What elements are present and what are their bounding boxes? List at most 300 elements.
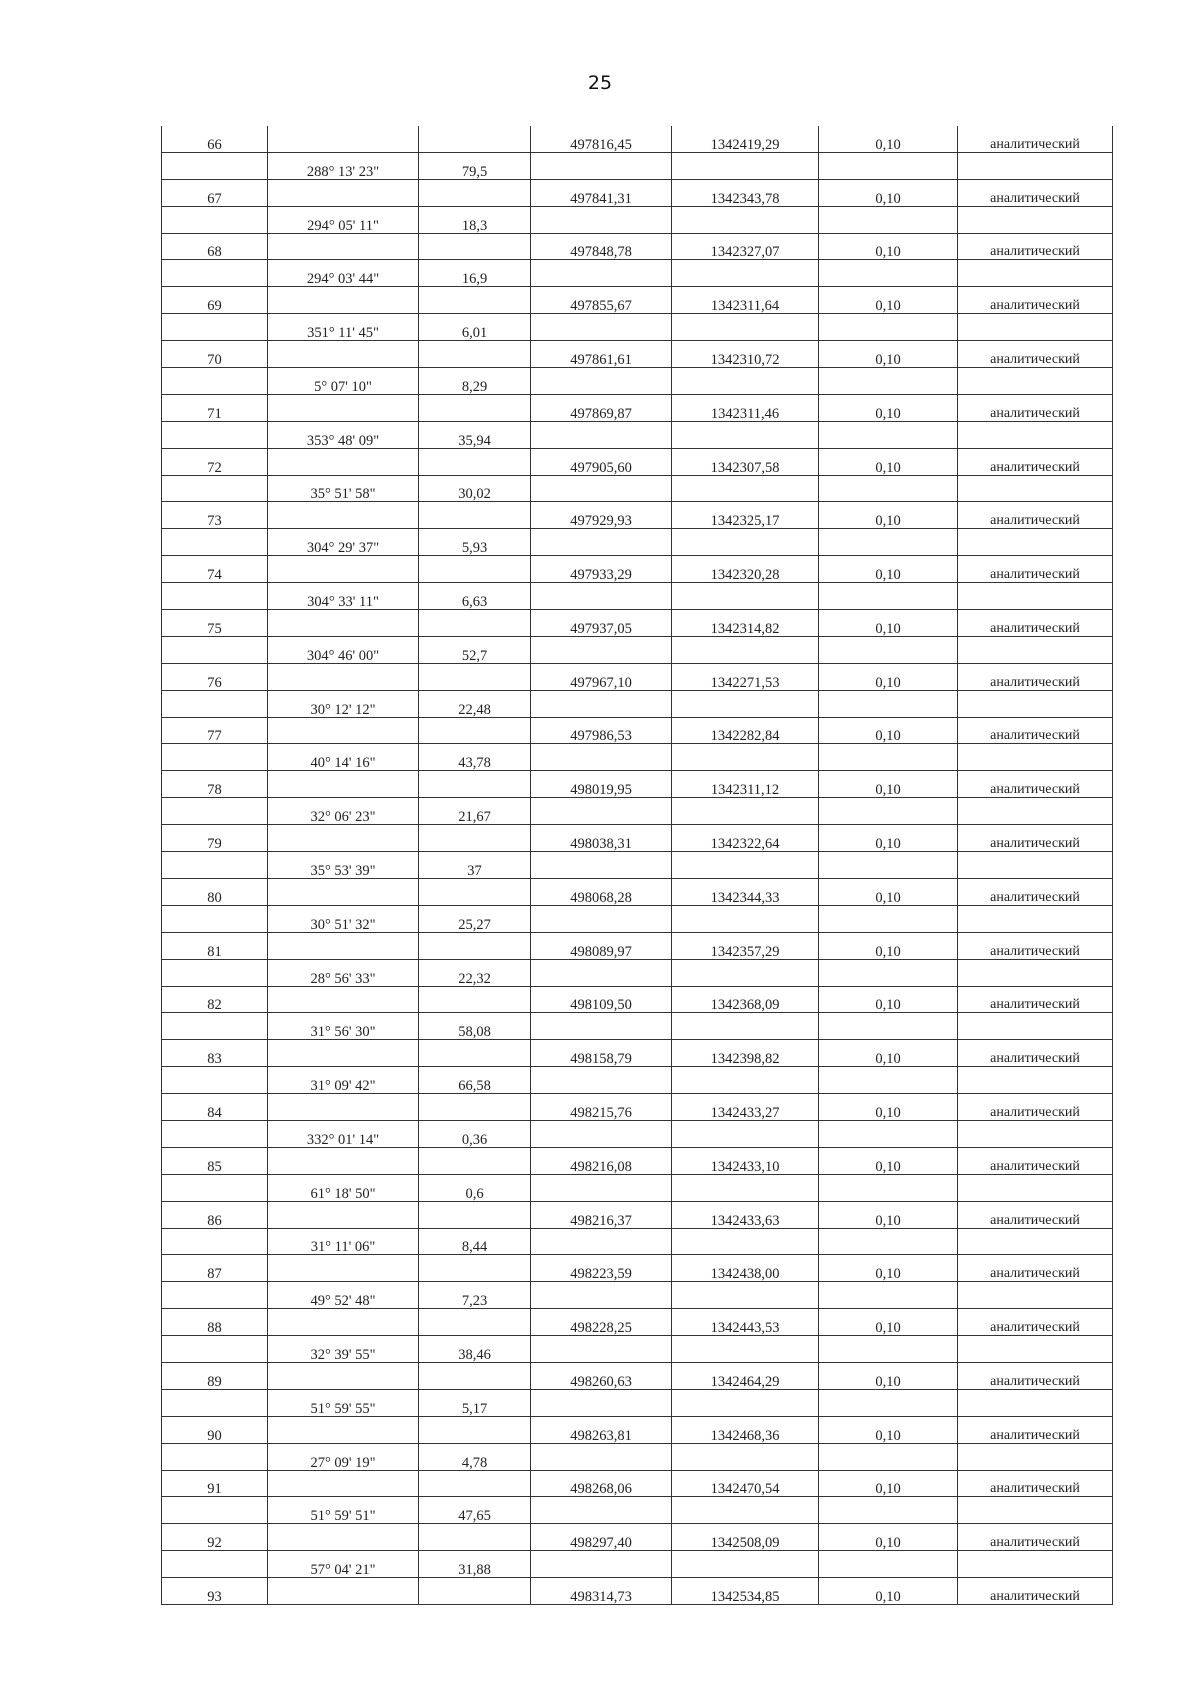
method: аналитический [958, 1040, 1113, 1067]
point-row [162, 1416, 1113, 1443]
distance-cell: 22,32 [419, 959, 531, 986]
method [958, 798, 1113, 825]
y-coordinate: 1342322,64 [672, 825, 819, 852]
angle-cell: 304° 46' 00" [268, 636, 419, 663]
angle-cell [268, 1470, 419, 1497]
x-coordinate [531, 1282, 672, 1309]
distance-cell: 31,88 [419, 1551, 531, 1578]
point-number [162, 1497, 268, 1524]
distance-cell [419, 502, 531, 529]
segment-row [162, 152, 1113, 179]
point-row [162, 717, 1113, 744]
point-number [162, 636, 268, 663]
method [958, 1282, 1113, 1309]
y-coordinate: 1342357,29 [672, 932, 819, 959]
point-row [162, 1524, 1113, 1551]
precision: 0,10 [819, 1470, 958, 1497]
point-number [162, 1067, 268, 1094]
precision [819, 1336, 958, 1363]
method [958, 529, 1113, 556]
distance-cell: 5,17 [419, 1389, 531, 1416]
point-row [162, 394, 1113, 421]
x-coordinate [531, 798, 672, 825]
point-row [162, 126, 1113, 152]
angle-cell: 61° 18' 50" [268, 1174, 419, 1201]
precision: 0,10 [819, 1147, 958, 1174]
coordinates-table [161, 126, 1113, 1605]
y-coordinate: 1342311,46 [672, 394, 819, 421]
point-number: 71 [162, 394, 268, 421]
x-coordinate [531, 636, 672, 663]
x-coordinate [531, 1174, 672, 1201]
point-number: 72 [162, 448, 268, 475]
angle-cell: 31° 11' 06" [268, 1228, 419, 1255]
x-coordinate: 498263,81 [531, 1416, 672, 1443]
method [958, 1551, 1113, 1578]
angle-cell [268, 394, 419, 421]
x-coordinate [531, 206, 672, 233]
distance-cell [419, 233, 531, 260]
method: аналитический [958, 1416, 1113, 1443]
distance-cell: 47,65 [419, 1497, 531, 1524]
point-number: 74 [162, 556, 268, 583]
angle-cell [268, 771, 419, 798]
distance-cell: 21,67 [419, 798, 531, 825]
angle-cell [268, 1362, 419, 1389]
distance-cell [419, 179, 531, 206]
distance-cell [419, 1255, 531, 1282]
distance-cell [419, 1470, 531, 1497]
angle-cell [268, 878, 419, 905]
distance-cell [419, 1201, 531, 1228]
precision [819, 583, 958, 610]
precision: 0,10 [819, 986, 958, 1013]
point-number: 79 [162, 825, 268, 852]
segment-row [162, 959, 1113, 986]
point-number [162, 1336, 268, 1363]
point-number [162, 1120, 268, 1147]
precision [819, 1551, 958, 1578]
y-coordinate [672, 421, 819, 448]
y-coordinate: 1342470,54 [672, 1470, 819, 1497]
method: аналитический [958, 1094, 1113, 1121]
angle-cell: 57° 04' 21" [268, 1551, 419, 1578]
x-coordinate: 498228,25 [531, 1309, 672, 1336]
precision [819, 852, 958, 879]
point-number [162, 690, 268, 717]
point-number [162, 421, 268, 448]
angle-cell [268, 1255, 419, 1282]
distance-cell [419, 717, 531, 744]
method [958, 744, 1113, 771]
precision: 0,10 [819, 233, 958, 260]
distance-cell [419, 1362, 531, 1389]
point-number: 82 [162, 986, 268, 1013]
point-number [162, 1228, 268, 1255]
y-coordinate: 1342307,58 [672, 448, 819, 475]
angle-cell: 27° 09' 19" [268, 1443, 419, 1470]
x-coordinate [531, 368, 672, 395]
point-number [162, 744, 268, 771]
x-coordinate: 498216,37 [531, 1201, 672, 1228]
x-coordinate [531, 1120, 672, 1147]
method [958, 905, 1113, 932]
point-number [162, 260, 268, 287]
x-coordinate [531, 1228, 672, 1255]
precision: 0,10 [819, 1416, 958, 1443]
point-number [162, 529, 268, 556]
precision [819, 905, 958, 932]
precision: 0,10 [819, 394, 958, 421]
angle-cell: 51° 59' 51" [268, 1497, 419, 1524]
y-coordinate [672, 959, 819, 986]
distance-cell: 52,7 [419, 636, 531, 663]
method: аналитический [958, 448, 1113, 475]
angle-cell: 294° 03' 44" [268, 260, 419, 287]
method [958, 260, 1113, 287]
point-number: 76 [162, 663, 268, 690]
y-coordinate: 1342343,78 [672, 179, 819, 206]
point-number [162, 1013, 268, 1040]
x-coordinate [531, 152, 672, 179]
y-coordinate: 1342325,17 [672, 502, 819, 529]
precision [819, 1067, 958, 1094]
y-coordinate [672, 1389, 819, 1416]
point-row [162, 825, 1113, 852]
segment-row [162, 1336, 1113, 1363]
method: аналитический [958, 233, 1113, 260]
angle-cell: 30° 12' 12" [268, 690, 419, 717]
segment-row [162, 1228, 1113, 1255]
method: аналитический [958, 1524, 1113, 1551]
point-number [162, 905, 268, 932]
precision [819, 1497, 958, 1524]
method [958, 1067, 1113, 1094]
segment-row [162, 905, 1113, 932]
precision: 0,10 [819, 878, 958, 905]
point-row [162, 1578, 1113, 1605]
point-row [162, 1309, 1113, 1336]
x-coordinate: 498019,95 [531, 771, 672, 798]
point-number: 89 [162, 1362, 268, 1389]
method [958, 583, 1113, 610]
y-coordinate [672, 1228, 819, 1255]
angle-cell: 32° 39' 55" [268, 1336, 419, 1363]
distance-cell: 30,02 [419, 475, 531, 502]
y-coordinate [672, 206, 819, 233]
method [958, 314, 1113, 341]
y-coordinate: 1342419,29 [672, 126, 819, 152]
point-number: 70 [162, 341, 268, 368]
point-row [162, 878, 1113, 905]
point-row [162, 502, 1113, 529]
angle-cell [268, 126, 419, 152]
angle-cell: 304° 33' 11" [268, 583, 419, 610]
precision [819, 314, 958, 341]
method [958, 1120, 1113, 1147]
distance-cell: 22,48 [419, 690, 531, 717]
precision [819, 368, 958, 395]
precision [819, 1120, 958, 1147]
precision [819, 152, 958, 179]
x-coordinate [531, 1336, 672, 1363]
angle-cell [268, 825, 419, 852]
point-row [162, 610, 1113, 637]
point-number [162, 852, 268, 879]
segment-row [162, 1067, 1113, 1094]
segment-row [162, 1389, 1113, 1416]
point-row [162, 287, 1113, 314]
angle-cell: 353° 48' 09" [268, 421, 419, 448]
method [958, 1443, 1113, 1470]
y-coordinate: 1342433,63 [672, 1201, 819, 1228]
x-coordinate [531, 1443, 672, 1470]
precision [819, 744, 958, 771]
segment-row [162, 529, 1113, 556]
point-number: 85 [162, 1147, 268, 1174]
y-coordinate: 1342468,36 [672, 1416, 819, 1443]
y-coordinate: 1342310,72 [672, 341, 819, 368]
distance-cell [419, 771, 531, 798]
table-body [162, 126, 1113, 1604]
method: аналитический [958, 341, 1113, 368]
method: аналитический [958, 502, 1113, 529]
precision: 0,10 [819, 1255, 958, 1282]
y-coordinate [672, 1174, 819, 1201]
point-number: 80 [162, 878, 268, 905]
method [958, 1497, 1113, 1524]
angle-cell [268, 1416, 419, 1443]
method: аналитический [958, 1578, 1113, 1605]
distance-cell [419, 556, 531, 583]
x-coordinate [531, 475, 672, 502]
distance-cell: 8,44 [419, 1228, 531, 1255]
x-coordinate: 498089,97 [531, 932, 672, 959]
point-number [162, 1443, 268, 1470]
x-coordinate: 498223,59 [531, 1255, 672, 1282]
precision: 0,10 [819, 126, 958, 152]
distance-cell [419, 663, 531, 690]
x-coordinate: 497848,78 [531, 233, 672, 260]
angle-cell [268, 1578, 419, 1605]
distance-cell: 8,29 [419, 368, 531, 395]
x-coordinate [531, 1067, 672, 1094]
method: аналитический [958, 771, 1113, 798]
segment-row [162, 744, 1113, 771]
x-coordinate: 497905,60 [531, 448, 672, 475]
y-coordinate [672, 744, 819, 771]
x-coordinate [531, 583, 672, 610]
point-number: 91 [162, 1470, 268, 1497]
segment-row [162, 690, 1113, 717]
x-coordinate: 498260,63 [531, 1362, 672, 1389]
x-coordinate: 498268,06 [531, 1470, 672, 1497]
point-number: 73 [162, 502, 268, 529]
x-coordinate [531, 905, 672, 932]
y-coordinate: 1342508,09 [672, 1524, 819, 1551]
distance-cell: 66,58 [419, 1067, 531, 1094]
method [958, 368, 1113, 395]
point-number: 77 [162, 717, 268, 744]
point-number [162, 152, 268, 179]
distance-cell [419, 1040, 531, 1067]
precision [819, 421, 958, 448]
angle-cell [268, 663, 419, 690]
point-row [162, 556, 1113, 583]
distance-cell [419, 825, 531, 852]
angle-cell [268, 1309, 419, 1336]
precision: 0,10 [819, 1309, 958, 1336]
method [958, 1228, 1113, 1255]
point-row [162, 663, 1113, 690]
y-coordinate [672, 475, 819, 502]
method: аналитический [958, 878, 1113, 905]
angle-cell: 332° 01' 14" [268, 1120, 419, 1147]
method: аналитический [958, 610, 1113, 637]
point-row [162, 986, 1113, 1013]
x-coordinate: 498216,08 [531, 1147, 672, 1174]
x-coordinate: 497841,31 [531, 179, 672, 206]
y-coordinate: 1342344,33 [672, 878, 819, 905]
angle-cell: 351° 11' 45" [268, 314, 419, 341]
x-coordinate: 498314,73 [531, 1578, 672, 1605]
precision [819, 1282, 958, 1309]
angle-cell [268, 179, 419, 206]
point-row [162, 1147, 1113, 1174]
x-coordinate: 498215,76 [531, 1094, 672, 1121]
y-coordinate: 1342327,07 [672, 233, 819, 260]
distance-cell [419, 878, 531, 905]
point-number: 88 [162, 1309, 268, 1336]
page-number: 25 [587, 72, 613, 94]
x-coordinate [531, 1389, 672, 1416]
distance-cell [419, 1524, 531, 1551]
angle-cell [268, 610, 419, 637]
point-number [162, 798, 268, 825]
segment-row [162, 368, 1113, 395]
segment-row [162, 1443, 1113, 1470]
y-coordinate [672, 1013, 819, 1040]
angle-cell: 40° 14' 16" [268, 744, 419, 771]
precision: 0,10 [819, 825, 958, 852]
angle-cell [268, 986, 419, 1013]
y-coordinate: 1342398,82 [672, 1040, 819, 1067]
angle-cell [268, 287, 419, 314]
point-number: 90 [162, 1416, 268, 1443]
x-coordinate: 497929,93 [531, 502, 672, 529]
segment-row [162, 636, 1113, 663]
method: аналитический [958, 1309, 1113, 1336]
point-number [162, 475, 268, 502]
y-coordinate [672, 152, 819, 179]
method: аналитический [958, 1147, 1113, 1174]
point-number: 83 [162, 1040, 268, 1067]
y-coordinate [672, 1336, 819, 1363]
x-coordinate: 498068,28 [531, 878, 672, 905]
method: аналитический [958, 1470, 1113, 1497]
distance-cell: 0,36 [419, 1120, 531, 1147]
distance-cell: 6,63 [419, 583, 531, 610]
precision: 0,10 [819, 341, 958, 368]
method [958, 206, 1113, 233]
method [958, 690, 1113, 717]
y-coordinate [672, 798, 819, 825]
angle-cell: 49° 52' 48" [268, 1282, 419, 1309]
y-coordinate: 1342314,82 [672, 610, 819, 637]
method [958, 1389, 1113, 1416]
method [958, 421, 1113, 448]
point-number: 75 [162, 610, 268, 637]
method: аналитический [958, 556, 1113, 583]
point-row [162, 179, 1113, 206]
segment-row [162, 852, 1113, 879]
segment-row [162, 1551, 1113, 1578]
precision [819, 1174, 958, 1201]
method: аналитический [958, 394, 1113, 421]
x-coordinate [531, 959, 672, 986]
x-coordinate: 498109,50 [531, 986, 672, 1013]
y-coordinate [672, 905, 819, 932]
distance-cell [419, 126, 531, 152]
point-number [162, 1174, 268, 1201]
distance-cell: 16,9 [419, 260, 531, 287]
angle-cell: 304° 29' 37" [268, 529, 419, 556]
precision: 0,10 [819, 610, 958, 637]
method: аналитический [958, 1362, 1113, 1389]
distance-cell: 7,23 [419, 1282, 531, 1309]
distance-cell: 0,6 [419, 1174, 531, 1201]
distance-cell: 43,78 [419, 744, 531, 771]
y-coordinate: 1342271,53 [672, 663, 819, 690]
x-coordinate [531, 1013, 672, 1040]
method: аналитический [958, 663, 1113, 690]
segment-row [162, 475, 1113, 502]
method: аналитический [958, 1201, 1113, 1228]
x-coordinate [531, 852, 672, 879]
y-coordinate: 1342368,09 [672, 986, 819, 1013]
point-number: 67 [162, 179, 268, 206]
point-row [162, 1255, 1113, 1282]
x-coordinate [531, 421, 672, 448]
segment-row [162, 1497, 1113, 1524]
precision: 0,10 [819, 663, 958, 690]
precision: 0,10 [819, 1362, 958, 1389]
y-coordinate [672, 368, 819, 395]
x-coordinate: 498038,31 [531, 825, 672, 852]
distance-cell [419, 1094, 531, 1121]
precision [819, 1443, 958, 1470]
precision [819, 1389, 958, 1416]
distance-cell [419, 1578, 531, 1605]
distance-cell [419, 986, 531, 1013]
precision: 0,10 [819, 1201, 958, 1228]
precision: 0,10 [819, 932, 958, 959]
angle-cell: 30° 51' 32" [268, 905, 419, 932]
precision: 0,10 [819, 287, 958, 314]
method: аналитический [958, 179, 1113, 206]
segment-row [162, 314, 1113, 341]
distance-cell [419, 1416, 531, 1443]
point-number [162, 959, 268, 986]
x-coordinate [531, 529, 672, 556]
precision [819, 959, 958, 986]
x-coordinate: 498158,79 [531, 1040, 672, 1067]
segment-row [162, 260, 1113, 287]
segment-row [162, 1282, 1113, 1309]
method [958, 1013, 1113, 1040]
point-row [162, 1201, 1113, 1228]
y-coordinate: 1342282,84 [672, 717, 819, 744]
